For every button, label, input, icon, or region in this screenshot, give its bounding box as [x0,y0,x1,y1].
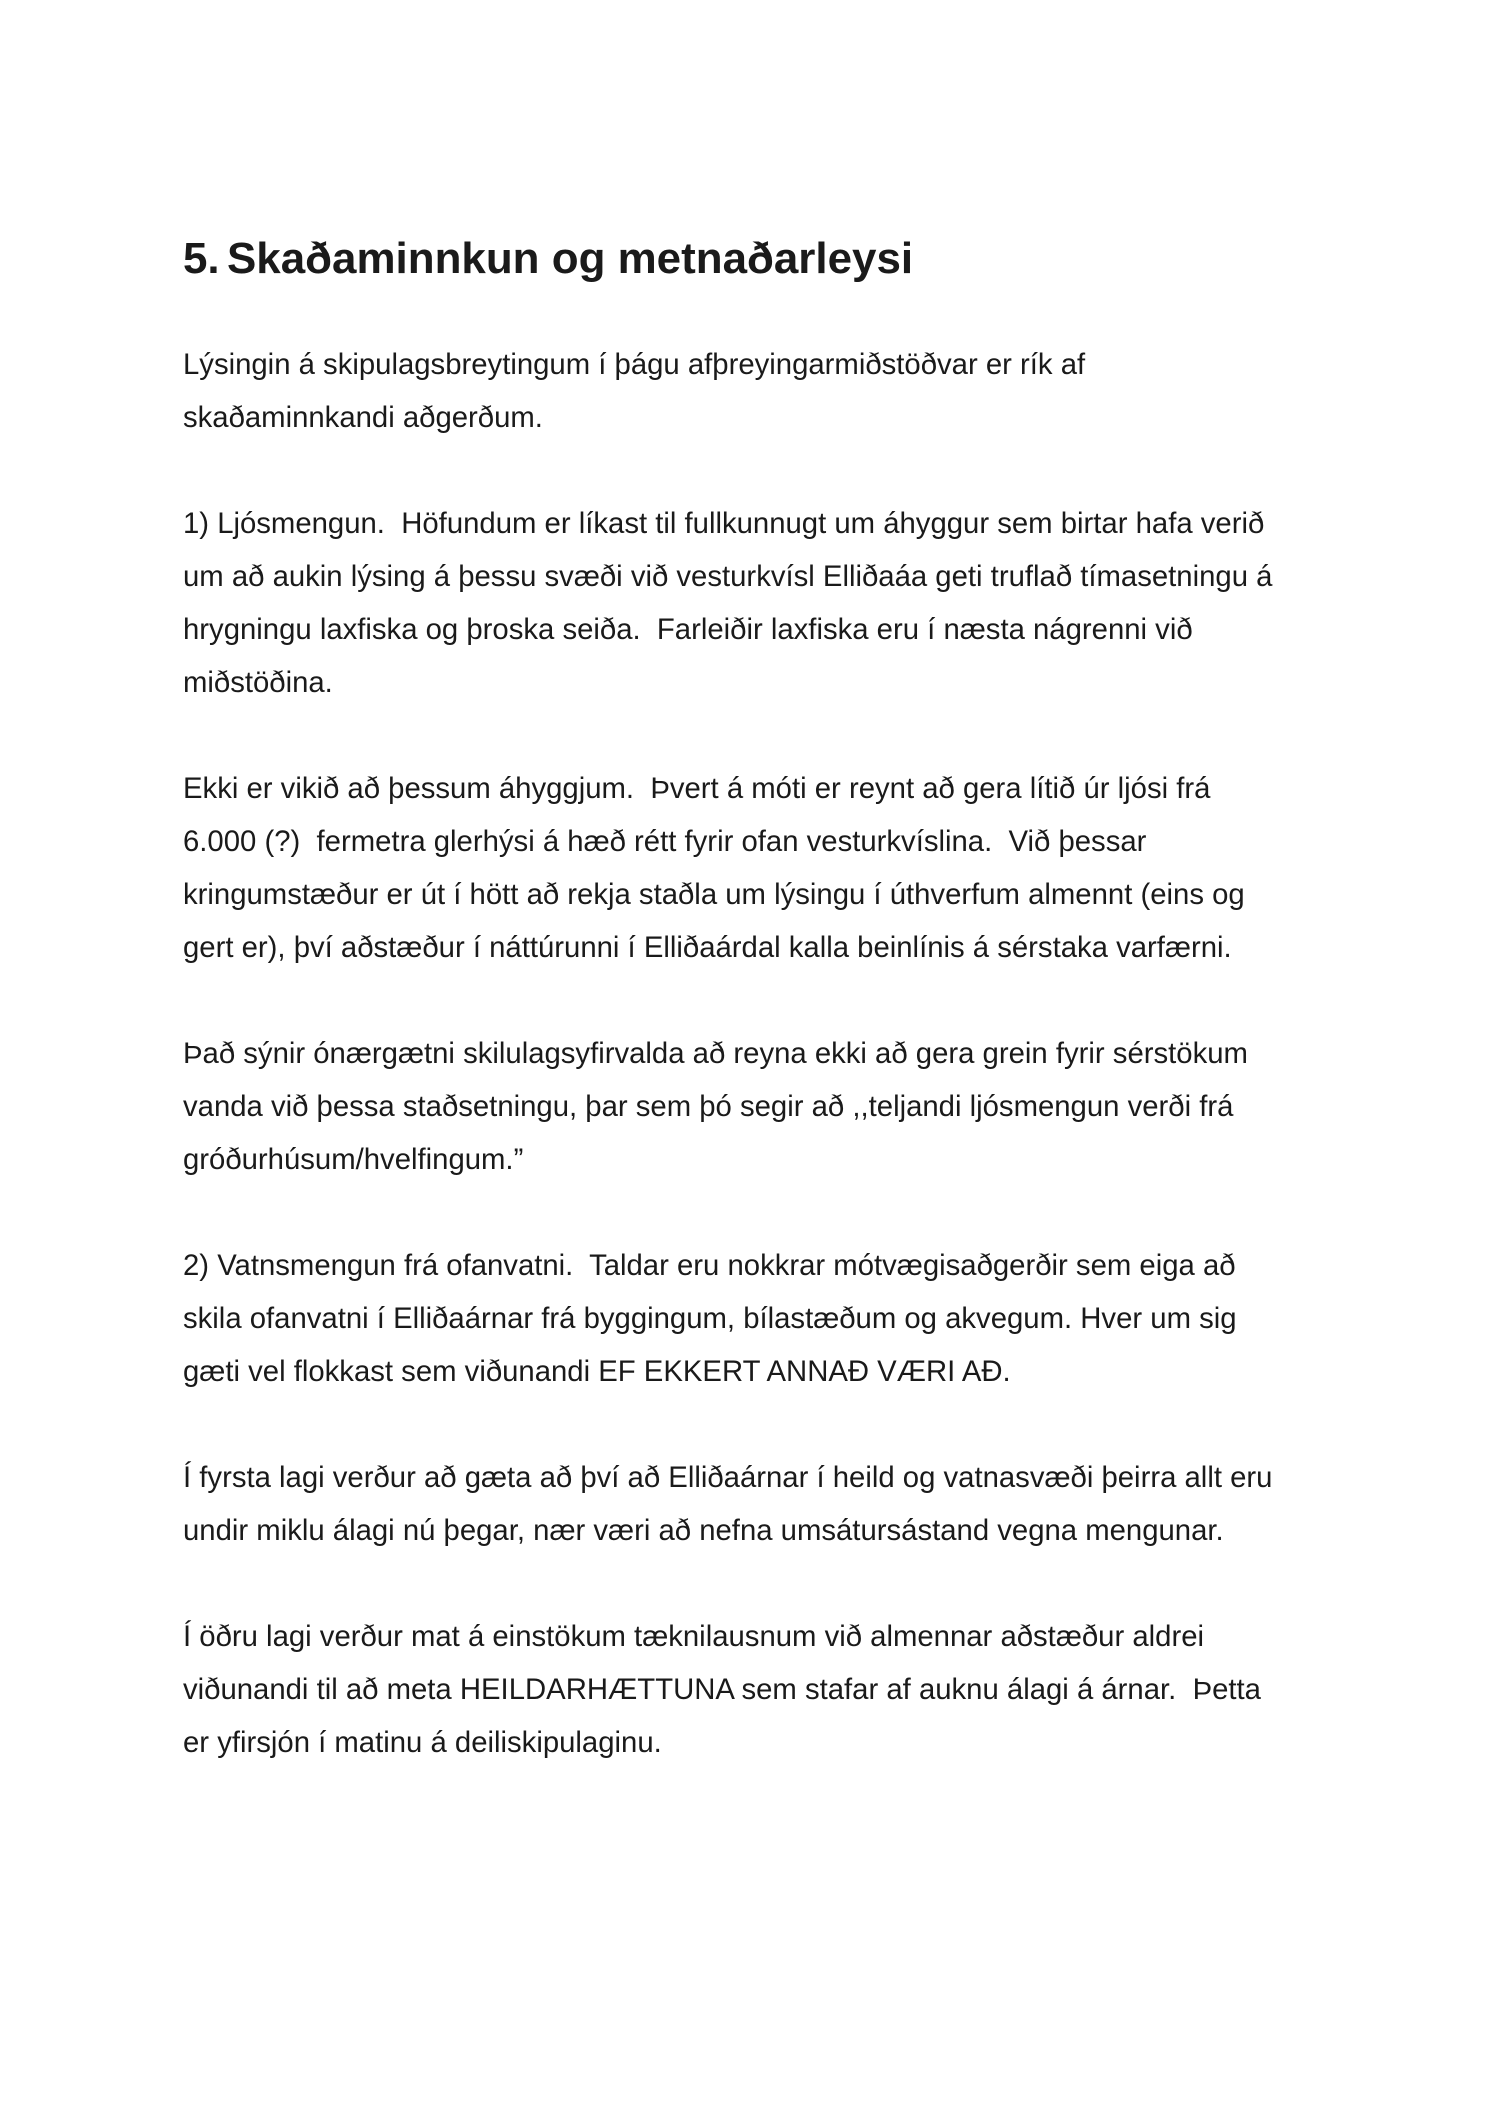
paragraph-light-pollution: 1) Ljósmengun. Höfundum er líkast til fullkunnugt um áhyggur sem birtar hafa verið um að aukin lýsing á þessu svæði við vesturkvísl Elliðaáa geti truflað tímasetningu á hrygningu laxfiska og þroska seiða. Farleiðir laxfiska eru í næsta nágrenni við miðstöðina. [183,507,1273,699]
paragraph-first-point: Í fyrsta lagi verður að gæta að því að Elliðaárnar í heild og vatnasvæði þeirra allt eru undir miklu álagi nú þegar, nær væri að nefna umsátursástand vegna mengunar. [183,1461,1273,1547]
paragraph-intro: Lýsingin á skipulagsbreytingum í þágu afþreyingarmiðstöðvar er rík af skaðaminnkandi aðgerðum. [183,348,1086,434]
paragraph-water-pollution: 2) Vatnsmengun frá ofanvatni. Taldar eru nokkrar mótvægisaðgerðir sem eiga að skila ofanvatni í Elliðaárnar frá byggingum, bílastæðum og akvegum. Hver um sig gæti vel flokkast sem viðunandi EF EKKERT ANNAÐ VÆRI AÐ. [183,1249,1237,1388]
section-heading [183,232,1333,285]
paragraph-concerns-ignored: Ekki er vikið að þessum áhyggjum. Þvert á móti er reynt að gera lítið úr ljósi frá 6.000 (?) fermetra glerhýsi á hæð rétt fyrir ofan vesturkvíslina. Við þessar kringumstæður er út í hött að rekja staðla um lýsingu í úthverfum almennt (eins og gert er), því aðstæður í náttúrunni í Elliðaárdal kalla beinlínis á sérstaka varfærni. [183,772,1245,964]
spacer [183,285,1333,338]
paragraph-second-point: Í öðru lagi verður mat á einstökum tæknilausnum við almennar aðstæður aldrei viðunandi til að meta HEILDARHÆTTUNA sem stafar af auknu álagi á árnar. Þetta er yfirsjón í matinu á deiliskipulaginu. [183,1620,1261,1759]
section-title: Skaðaminnkun og metnaðarleysi [227,234,914,283]
document-body [183,232,1333,1769]
paragraph-authority-carelessness: Það sýnir ónærgætni skilulagsyfirvalda að reyna ekki að gera grein fyrir sérstökum vanda við þessa staðsetningu, þar sem þó segir að ,,teljandi ljósmengun verði frá gróðurhúsum/hvelfingum.” [183,1037,1248,1176]
section-number: 5. [183,234,220,283]
